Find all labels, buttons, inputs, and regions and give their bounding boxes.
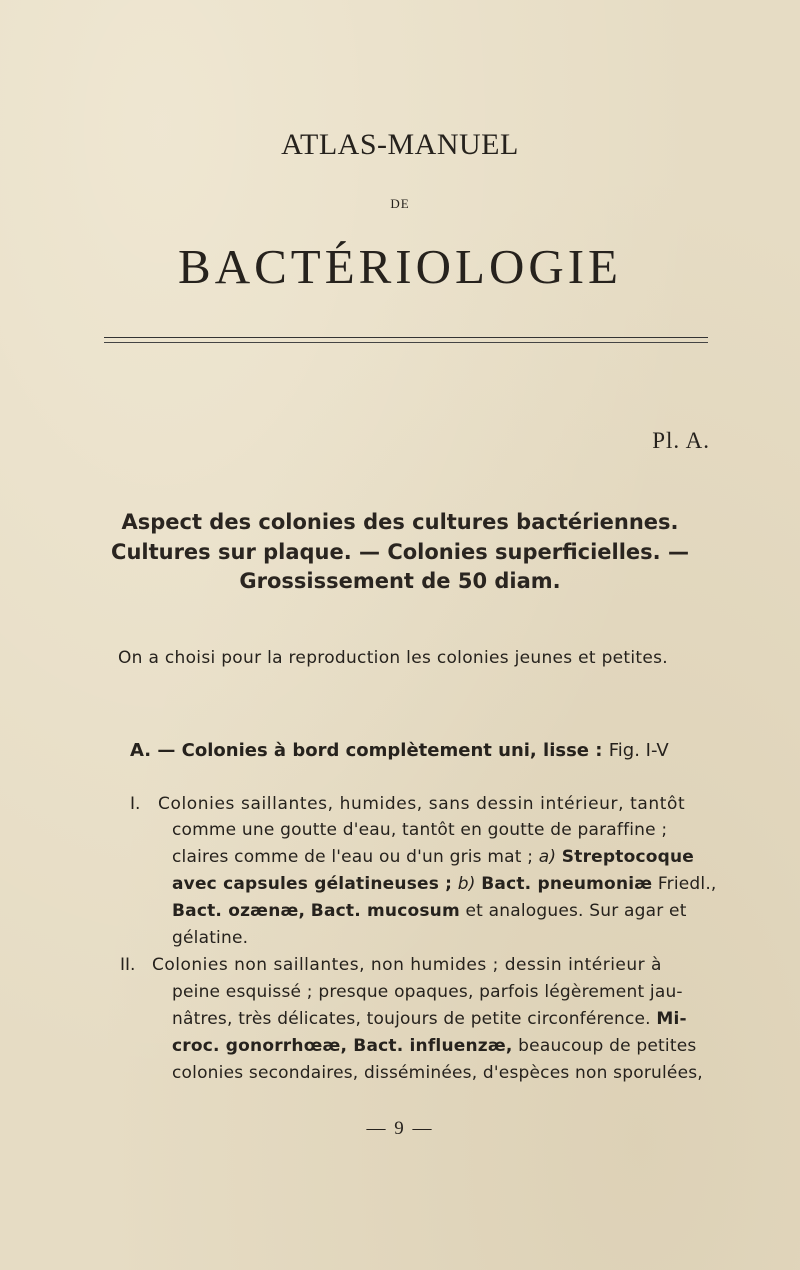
item-ii-line-5: colonies secondaires, disséminées, d'espèces non sporulées, bbox=[172, 1063, 703, 1083]
main-title: BACTÉRIOLOGIE bbox=[178, 239, 622, 294]
title-rule-thick bbox=[104, 337, 708, 338]
item-i-line-4: avec capsules gélatineuses ; b) Bact. pneumoniæ Friedl., bbox=[172, 874, 717, 894]
section-a-figure-ref: Fig. I-V bbox=[608, 740, 669, 761]
intro-paragraph: On a choisi pour la reproduction les colonies jeunes et petites. bbox=[118, 648, 669, 668]
title-rule-thin bbox=[104, 342, 708, 343]
item-ii-line-1: Colonies non saillantes, non humides ; dessin intérieur à bbox=[152, 955, 662, 975]
item-i-line-1: Colonies saillantes, humides, sans dessin intérieur, tantôt bbox=[158, 794, 686, 814]
item-ii-line-3: nâtres, très délicates, toujours de petite circonférence. Mi- bbox=[172, 1009, 687, 1029]
plate-heading-line-3: Grossissement de 50 diam. bbox=[239, 569, 561, 593]
title-connector: DE bbox=[390, 196, 410, 211]
item-i-line-3: claires comme de l'eau ou d'un gris mat ; a) Streptocoque bbox=[172, 847, 695, 867]
item-i-line-5: Bact. ozænæ, Bact. mucosum et analogues. Sur agar et bbox=[172, 901, 687, 921]
plate-label: Pl. A. bbox=[652, 428, 710, 453]
running-title: ATLAS-MANUEL bbox=[281, 128, 519, 161]
section-a-label: A. — Colonies à bord complètement uni, lisse : bbox=[130, 740, 603, 761]
page-number: — 9 — bbox=[366, 1118, 434, 1139]
item-ii-line-4: croc. gonorrhœæ, Bact. influenzæ, beaucoup de petites bbox=[172, 1036, 697, 1056]
item-i-numeral: I. bbox=[130, 794, 141, 814]
item-ii-line-2: peine esquissé ; presque opaques, parfois légèrement jau- bbox=[172, 982, 683, 1002]
item-i-line-6: gélatine. bbox=[172, 928, 249, 948]
plate-heading-line-1: Aspect des colonies des cultures bactériennes. bbox=[121, 510, 679, 534]
plate-heading-line-2: Cultures sur plaque. — Colonies superficielles. — bbox=[111, 540, 689, 564]
item-ii-numeral: II. bbox=[120, 955, 136, 975]
item-i-line-2: comme une goutte d'eau, tantôt en goutte de paraffine ; bbox=[172, 820, 668, 840]
section-a-heading bbox=[130, 740, 669, 761]
